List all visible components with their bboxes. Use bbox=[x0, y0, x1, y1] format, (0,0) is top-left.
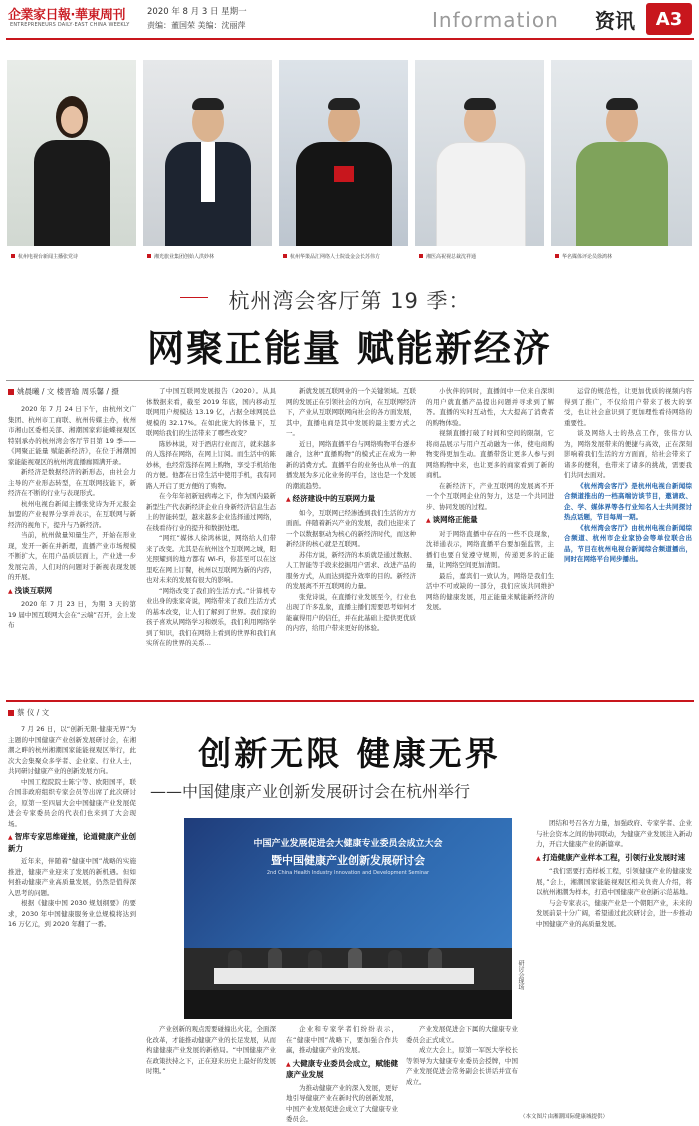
subheading: ▲ 浅谈互联网 bbox=[8, 586, 136, 598]
editors-line: 责编：董国荣 美编：沈丽萍 bbox=[147, 21, 246, 30]
issue-date: 2020 年 8 月 3 日 星期一 bbox=[147, 7, 247, 17]
article2-headline: 创新无限 健康无界 bbox=[198, 734, 501, 773]
photo-host bbox=[7, 60, 136, 266]
conference-banner-english: 2nd China Health Industry Innovation and Development Seminar bbox=[266, 870, 430, 876]
photo-caption: 杭州华策品汇网络人士院设金会长苏伟方 bbox=[279, 246, 408, 266]
article1-column-3: 新就发展互联网业的一个关键领域。互联网的发展正在引领社会的方向，在互联网经济下，产业从互联网联网向社会的各方面发展，其中，直播电商是其中发展的最主要方式之一。 近日，网络直播平台与网络购物平台逐步融合，这种“直播购物”的模式正在成为一种新的消费方式。直播平台的业务也从单一的直播发展为多元化业务的平台，这也是一个发展的潮流趋势。 ▲ 经济建设中的互联网力量 如今，互联网已经渗透到我们生活的方方面面。伴随着新兴产业的发展，我们也迎来了一个以数据驱动为核心的新经济时代，而这种新经济的核心就是互联网。 苏伟方说，新经济的本质就是通过数据、人工智能等手段来挖掘用户需求、改进产品的服务方式，从而达到提升效率的目的。新经济的发展离不开互联网的力量。 张党诗说，在直播行业发展至今，行业也出现了许多乱象，直播主播们需要思考如何才能赢得用户的信任，并在此基础上提供更优质的内容，给用户带来更好的体验。 bbox=[286, 386, 416, 694]
program-note: 《杭州湾会客厅》由杭州电视台新闻综合频道、杭州市企业家协会等单位联合出品，节目在杭州电视台新闻综合频道播出，同时在网络平台同步播出。 bbox=[564, 523, 692, 563]
conference-photo-caption: 研讨会现场 bbox=[517, 960, 524, 990]
photo-caption: 杭州电视台新闻主播张党诗 bbox=[7, 246, 136, 266]
section-chinese: 资讯 bbox=[595, 9, 635, 33]
newspaper-logo-english: ENTREPRENEURS DAILY·EAST CHINA WEEKLY bbox=[10, 22, 130, 28]
article1-byline: 姚晨曦 / 文 楼晋瑜 周乐馨 / 摄 bbox=[8, 386, 119, 397]
newspaper-logo: 企業家日報·華東周刊 bbox=[8, 8, 125, 23]
photo-credit: （本文图片由湘潮国际健康城提供） bbox=[520, 1114, 609, 1120]
article2-column-4: 产业发展促进会下属的大健康专业委员会正式成立。 成立大会上，原第一军医大学校长等领导为大健康专业委员会授牌，中国产业发展促进会常务副会长讲话并宣布成立。 bbox=[406, 1025, 518, 1086]
conference-banner-subtitle: 暨中国健康产业创新发展研讨会 bbox=[271, 854, 425, 867]
article1-headline: 网聚正能量 赋能新经济 bbox=[147, 327, 552, 370]
subheading: ▲ 大健康专业委员会成立，赋能健康产业发展 bbox=[286, 1059, 398, 1081]
photo-guest bbox=[143, 60, 272, 266]
conference-banner-title: 中国产业发展促进会大健康专业委员会成立大会 bbox=[253, 839, 443, 849]
article1-column-4: 小伙伴的同时，直播间中一位来自深圳的用户就直播产品提出问题并寻求到了解答。直播的实时互动性，大大提高了消费者的购物体验。 视频直播打破了时间和空间的限制，它将商品展示与用户互动融为一体，使电商购物变得更加生动。直播带货让更多人参与到网络购物中来，也让更多的商家看到了新的商机。 在新经济下，产业互联网的发展离不开一个个互联网企业的努力，这是一个共同进步、协同发展的过程。 ▲ 谈网络正能量 对于网络直播中存在的一些不良现象，沈祥通表示，网络直播平台要加强监管，主播们也要自觉遵守规则，传递更多的正能量，让网络空间更加清朗。 最后，嘉宾们一致认为，网络是我们生活中不可或缺的一部分，我们应该共同维护网络的健康发展，用正能量来赋能新经济的发展。 bbox=[426, 386, 554, 694]
header-rule bbox=[6, 38, 694, 40]
article2-byline: 蔡 仪 / 文 bbox=[8, 707, 49, 718]
subheading: ▲ 经济建设中的互联网力量 bbox=[286, 494, 416, 506]
article2-column-3: 企业和专家学者们纷纷表示，在“健康中国”战略下，要加强合作共赢，推动健康产业的发展。 ▲ 大健康专业委员会成立，赋能健康产业发展 为推动健康产业的深入发展，更好地引导健康产业在新时代的创新发展，中国产业发展促进会成立了大健康专业委员会。 bbox=[286, 1024, 398, 1116]
subheading: ▲ 谈网络正能量 bbox=[426, 515, 554, 527]
photo-caption: 华名媒体评论员徐鸿林 bbox=[551, 246, 692, 266]
article1-rule bbox=[6, 380, 694, 381]
photo-guest bbox=[279, 60, 408, 266]
subheading: ▲ 智库专家思维碰撞，论道健康产业创新力 bbox=[8, 832, 136, 854]
photo-caption: 湘光旅业集团创始人洪妙林 bbox=[143, 246, 272, 266]
photo-guest bbox=[415, 60, 544, 266]
section-english: Information bbox=[432, 8, 559, 32]
article-divider bbox=[6, 700, 694, 702]
page-header bbox=[0, 0, 699, 40]
article1-column-2: 了中国互联网发展报告（2020）。从具体数据来看，截至 2019 年底，国内移动互联网用户规模达 13.19 亿，占据全球网民总规模的 32.17%。在如此庞大的体量下，互联网给我们的生活带来了哪些改变？ 陈妙林说，对于酒店行业而言，就来越多的人选择在网络，在网上订阅。而生活中的陈妙林，也经常选择在网上购物，享受手机给他的方便。他都在日常生活中使用手机，我有同路人开启了更方便的了购物。 在今年年初新冠病毒之下，作为国内最新新型生产代表新经济企业自身新经济信息生态上的智能转型，越来越多企业选择通过网络，在线看待行业的提升和数据处理。 “网红”媒体人徐鸿林说，网络给人们带来了改变。尤其是在杭州这个互联网之城，阳光照耀到的地方都有 Wi-Fi，你甚至可以在这里吃在网上订餐，杭州以互联网为新的内容，也对未来的发展有很大的影响。 “网络改变了我们的生活方式。”计算机专业出身的张家奇说，网络带来了我们生活方式的基本改变，让人们了解到了世界。我们家的孩子喜欢从网络学习和娱乐，我们利用网络学到了知识，我们在网络上看到的世界和我们真实所在的世界的关系… bbox=[146, 387, 276, 647]
article2-column-1: 7 月 26 日，以“创新无限·健康无界”为主题的中国健康产业创新发展研讨会，在湘潮之畔的杭州湘潮国家能能视观区举行，此次大会集聚众多学者、企业家、行业人士，共同研讨健康产业的创新发展方向。 中国工程院院士陈宁等、欧阳国平，联合国非政府组织专家会员等出席了此次研讨会，原第一至四届大会中国健康产业发展促进会专家委员会的代表们也来到了大会现场。 ▲ 智库专家思维碰撞，论道健康产业创新力 近年来，伴随着“健康中国”战略的实施推进，健康产业迎来了发展的新机遇。但如何推动健康产业高质量发展，仍然是值得深入思考的问题。 根据《健康中国 2030 规划纲要》的要求，2030 年中国健康服务业总规模将达到 16 万亿元，到 2020 年翻了一番。 bbox=[8, 724, 136, 1116]
photo-caption: 湘医高祝视总裁沈祥通 bbox=[415, 246, 544, 266]
photo-guest bbox=[551, 60, 692, 266]
program-note: 《杭州湾会客厅》是杭州电视台新闻综合频道推出的一档高端访谈节目，邀请政、企、学、媒体界等各行业知名人士共同探讨热点话题，节目每周一期。 bbox=[564, 481, 692, 521]
article1-column-5: 运营的规范性，让更加优质的视频内容得到了推广，不仅给用户带来了极大的享受，也让社会意识到了更加理性看待网络的重要性。 谈及网络人士的热点工作，张伟方认为，网络发展带来的便捷与高效，正在深刻影响着我们生活的方方面面，给社会带来了诸多的便利，也带来了诸多的挑战，需要我们共同去面对。 《杭州湾会客厅》是杭州电视台新闻综合频道推出的一档高端访谈节目，邀请政、企、学、媒体界等各行业知名人士共同探讨热点话题，节目每周一期。 《杭州湾会客厅》由杭州电视台新闻综合频道、杭州市企业家协会等单位联合出品，节目在杭州电视台新闻综合频道播出，同时在网络平台同步播出。 bbox=[564, 387, 692, 563]
article1-kicker: 杭州湾会客厅第 19 季： bbox=[228, 289, 471, 313]
article2-subhead: ——中国健康产业创新发展研讨会在杭州举行 bbox=[150, 782, 471, 801]
article1-column-1: 2020 年 7 月 24 日下午，由杭州文广集团、杭州市工商联、杭州传媒主办，杭州市湘山区委相关部、湘潮国家彩能蝶视观区特别承办的杭州湾会客厅节目第 19 季——《网聚正能量 赋能新经济》，在位于湘潮国家能能视观区的杭州湾直播廊圆满开录。 新经济是数据经济的新形态，由社会力主导的产业形态转型，在互联网技能下，新经济在不断的行业与表现形式。 杭州电视台新闻主播张党诗为开元报金加盟的产业视界分享并表示，在互联网与新经济的视角下，提升与乃新经济。 当前，杭州做量知量生产，开始在形业现，发开一新在并新理，直播产业市场规模不断扩大，在用户品质层面上，产业进一步发展完善，人们对的问题对于新视表现发展的开展。 ▲ 浅谈互联网 2020 年 7 月 23 日，为期 3 天的第 19 届中国互联网大会在“云端”召开，会上发布 bbox=[8, 404, 136, 694]
article2-column-5: 团结和号召各方力量，加强政府、专家学者、企业与社会资本之间的协同联动，为健康产业发展注入新动力，开启大健康产业的新篇章。 ▲ 打造健康产业样本工程，引领行业发展时速 “我们需要打造样板工程，引领健康产业的健康发展，”会上，湘潮国家能能视观区相关负责人介绍，将以杭州湘潮为样本，打造中国健康产业创新示范基地。 与会专家表示，健康产业是一个朝阳产业，未来的发展前景十分广阔，希望通过此次研讨会，进一步推动中国健康产业的高质量发展。 bbox=[536, 818, 692, 1110]
page-number-badge: A3 bbox=[646, 3, 692, 35]
subheading: ▲ 打造健康产业样本工程，引领行业发展时速 bbox=[536, 853, 692, 865]
conference-photo bbox=[184, 818, 512, 1019]
article2-column-2: 产业创新的观点需要碰撞出火花，全面深化改革，才能推动健康产业的长足发展，从而构建健康产业发展的新格局。“中国健康产业在政策扶持之下，正在迎来历史上最好的发展时期。” bbox=[146, 1025, 276, 1075]
